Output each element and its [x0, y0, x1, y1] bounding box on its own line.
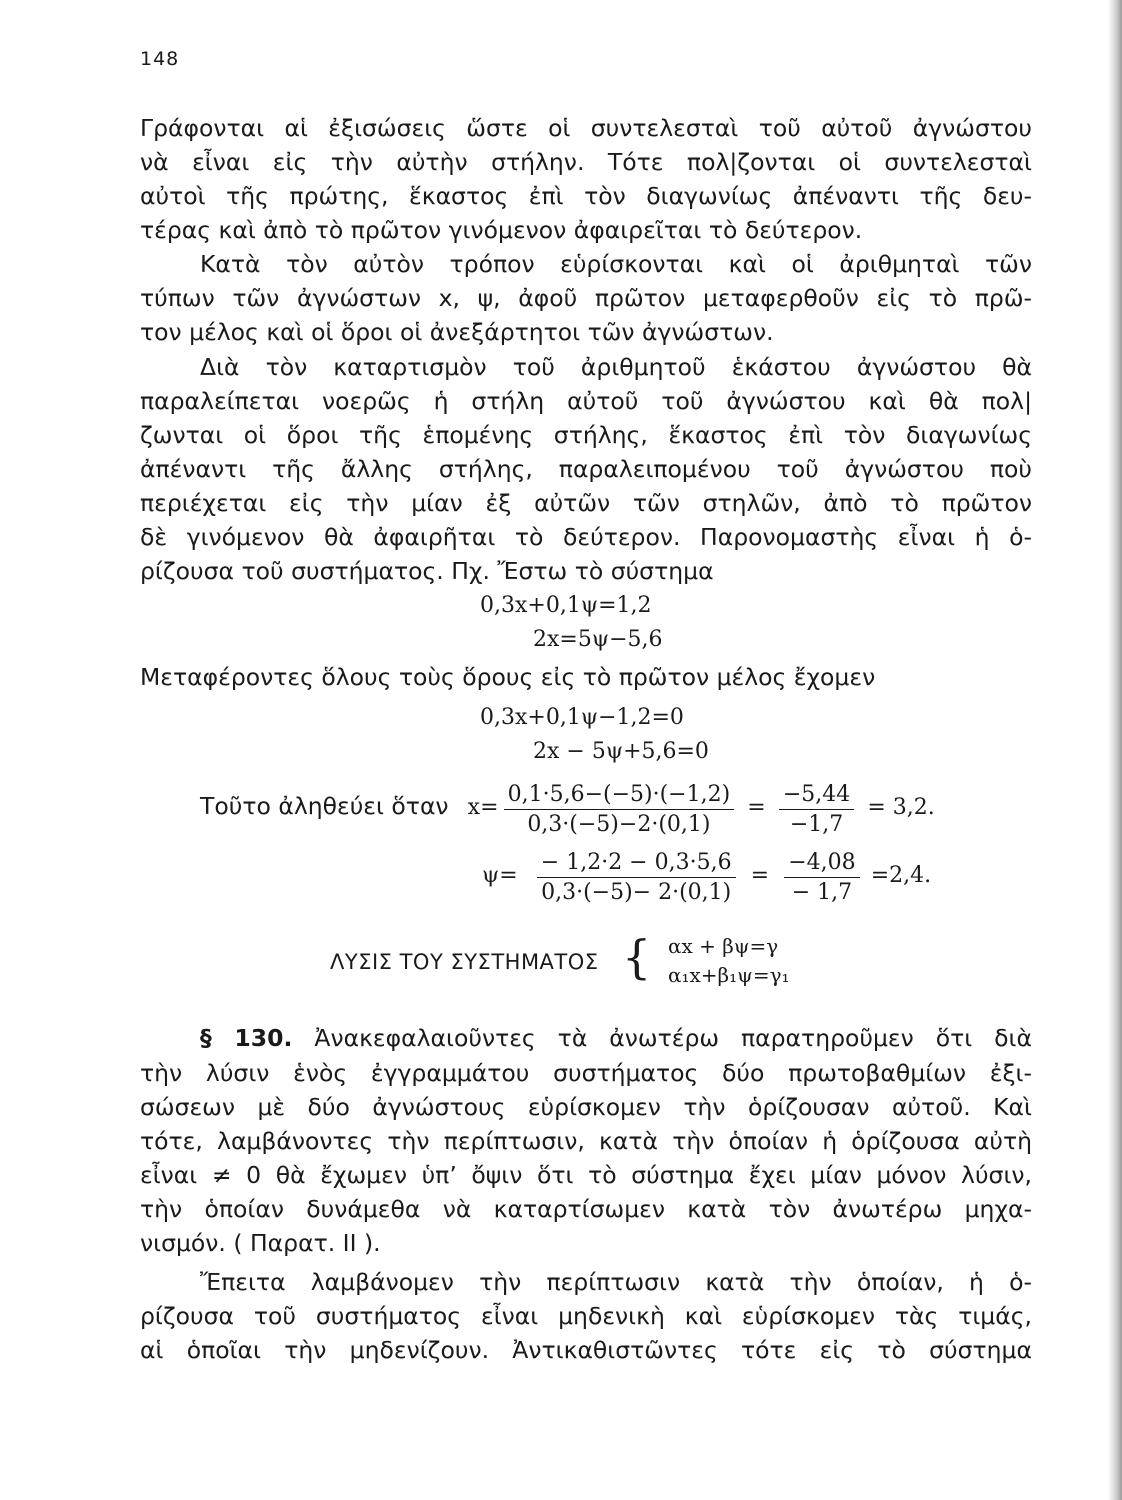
section-line: εἶναι ≠ 0 θὰ ἔχωμεν ὑπ’ ὄψιν ὅτι τὸ σύστημα ἔχει μίαν μόνον λύσιν, [140, 1161, 1032, 1189]
para3-line: δὲ γινόμενον θὰ ἀφαιρῆται τὸ δεύτερον. Παρονομαστὴς εἶναι ἡ ὁ- [140, 523, 1032, 551]
section-first-text: Ἀνακεφαλαιοῦντες τὰ ἀνωτέρω παρατηροῦμεν ὅτι διὰ [292, 1024, 1032, 1052]
para3-line: περιέχεται εἰς τὴν μίαν ἐξ αὐτῶν τῶν στηλῶν, ἀπὸ τὸ πρῶτον [140, 489, 1032, 517]
section-mark: § 130. [200, 1024, 293, 1052]
para3-line: Διὰ τὸν καταρτισμὸν τοῦ ἀριθμητοῦ ἑκάστου ἀγνώστου θὰ [200, 353, 1032, 381]
system2-eq2: 2x − 5ψ+5,6=0 [533, 739, 709, 764]
para5-line: ρίζουσα τοῦ συστήματος εἶναι μηδενικὴ καὶ εὑρίσκομεν τὰς τιμάς, [140, 1302, 1032, 1330]
transfer-text: Μεταφέροντες ὅλους τοὺς ὅρους εἰς τὸ πρῶτον μέλος ἔχομεν [140, 663, 876, 691]
para5-line: αἱ ὁποῖαι τὴν μηδενίζουν. Ἀντικαθιστῶντες τότε εἰς τὸ σύστημα [140, 1336, 1032, 1364]
solution-x-result: = 3,2. [867, 795, 935, 820]
section-line: νισμόν. ( Παρατ. II ). [140, 1229, 381, 1257]
system2-eq1: 0,3x+0,1ψ−1,2=0 [480, 705, 684, 730]
page-number: 148 [140, 48, 180, 70]
page-edge-shadow [1108, 0, 1122, 1500]
system1-eq1: 0,3x+0,1ψ=1,2 [480, 593, 652, 618]
solution-y-equals: = [750, 863, 770, 888]
solution-y-result: =2,4. [870, 863, 932, 888]
solution-y-numerator-2: −4,08 [784, 850, 859, 878]
solution-x-numerator: 0,1·5,6−(−5)·(−1,2) [504, 782, 735, 810]
solution-y-numerator: − 1,2·2 − 0,3·5,6 [537, 850, 736, 878]
section-line: τότε, λαμβάνοντες τὴν περίπτωσιν, κατὰ τὴν ὁποίαν ἡ ὁρίζουσα αὐτὴ [140, 1127, 1032, 1155]
solution-y-var: ψ= [482, 863, 518, 888]
solution-y-denominator-2: − 1,7 [791, 880, 853, 905]
solution-y [482, 850, 931, 905]
solution-x-lead: Τοῦτο ἀληθεύει ὅταν [200, 792, 449, 820]
section-130-first-line [200, 1021, 1032, 1055]
para1-line: νὰ εἶναι εἰς τὴν αὐτὴν στήλην. Τότε πολ|ζονται οἱ συντελεσταὶ [140, 148, 1032, 176]
solution-y-fraction [537, 850, 736, 905]
general-solution-label: ΛΥΣΙΣ ΤΟΥ ΣΥΣΤΗΜΑΤΟΣ [330, 950, 599, 974]
section-line: σώσεων μὲ δύο ἀγνώστους εὑρίσκομεν τὴν ὁρίζουσαν αὐτοῦ. Καὶ [140, 1093, 1032, 1121]
section-line: τὴν ὁποίαν δυνάμεθα νὰ καταρτίσωμεν κατὰ τὸν ἀνωτέρω μηχα- [140, 1195, 1032, 1223]
general-eq1: αx + βψ=γ [668, 934, 779, 958]
solution-x-var: x= [467, 795, 499, 820]
solution-x-denominator-2: −1,7 [789, 812, 844, 837]
solution-x-fraction-2 [779, 782, 854, 837]
para3-line: ζωνται οἱ ὅροι τῆς ἑπομένης στήλης, ἕκαστος ἐπὶ τὸν διαγωνίως [140, 421, 1032, 449]
system1-eq2: 2x=5ψ−5,6 [533, 627, 663, 652]
solution-y-fraction-2 [784, 850, 859, 905]
para1-line: τέρας καὶ ἀπὸ τὸ πρῶτον γινόμενον ἀφαιρεῖται τὸ δεύτερον. [140, 216, 863, 244]
para2-line: Κατὰ τὸν αὐτὸν τρόπον εὑρίσκονται καὶ οἱ ἀριθμηταὶ τῶν [200, 250, 1032, 278]
para5-line: Ἔπειτα λαμβάνομεν τὴν περίπτωσιν κατὰ τὴν ὁποίαν, ἡ ὁ- [200, 1268, 1032, 1296]
para2-line: τον μέλος καὶ οἱ ὅροι οἱ ἀνεξάρτητοι τῶν ἀγνώστων. [140, 318, 774, 346]
solution-y-denominator: 0,3·(−5)− 2·(0,1) [541, 880, 732, 905]
para3-line: ρίζουσα τοῦ συστήματος. Πχ. Ἔστω τὸ σύστημα [140, 557, 714, 585]
solution-x-equals: = [747, 795, 766, 820]
para3-line: παραλείπεται νοερῶς ἡ στήλη αὐτοῦ τοῦ ἀγνώστου καὶ θὰ πολ| [140, 387, 1032, 415]
solution-x-denominator: 0,3·(−5)−2·(0,1) [527, 812, 711, 837]
para2-line: τύπων τῶν ἀγνώστων x, ψ, ἀφοῦ πρῶτον μεταφερθοῦν εἰς τὸ πρῶ- [140, 284, 1032, 312]
para3-line: ἀπέναντι τῆς ἄλλης στήλης, παραλειπομένου τοῦ ἀγνώστου ποὺ [140, 455, 1032, 483]
solution-x-numerator-2: −5,44 [779, 782, 854, 810]
para1-line: Γράφονται αἱ ἐξισώσεις ὥστε οἱ συντελεσταὶ τοῦ αὐτοῦ ἀγνώστου [140, 114, 1032, 142]
para1-line: αὐτοὶ τῆς πρώτης, ἕκαστος ἐπὶ τὸν διαγωνίως ἀπέναντι τῆς δευ- [140, 182, 1032, 210]
solution-x [200, 782, 935, 837]
section-line: τὴν λύσιν ἑνὸς ἐγγραμμάτου συστήματος δύο πρωτοβαθμίων ἐξι- [140, 1059, 1032, 1087]
solution-x-fraction [504, 782, 735, 837]
general-eq2: α₁x+β₁ψ=γ₁ [668, 963, 790, 987]
left-brace-icon: { [622, 930, 652, 984]
